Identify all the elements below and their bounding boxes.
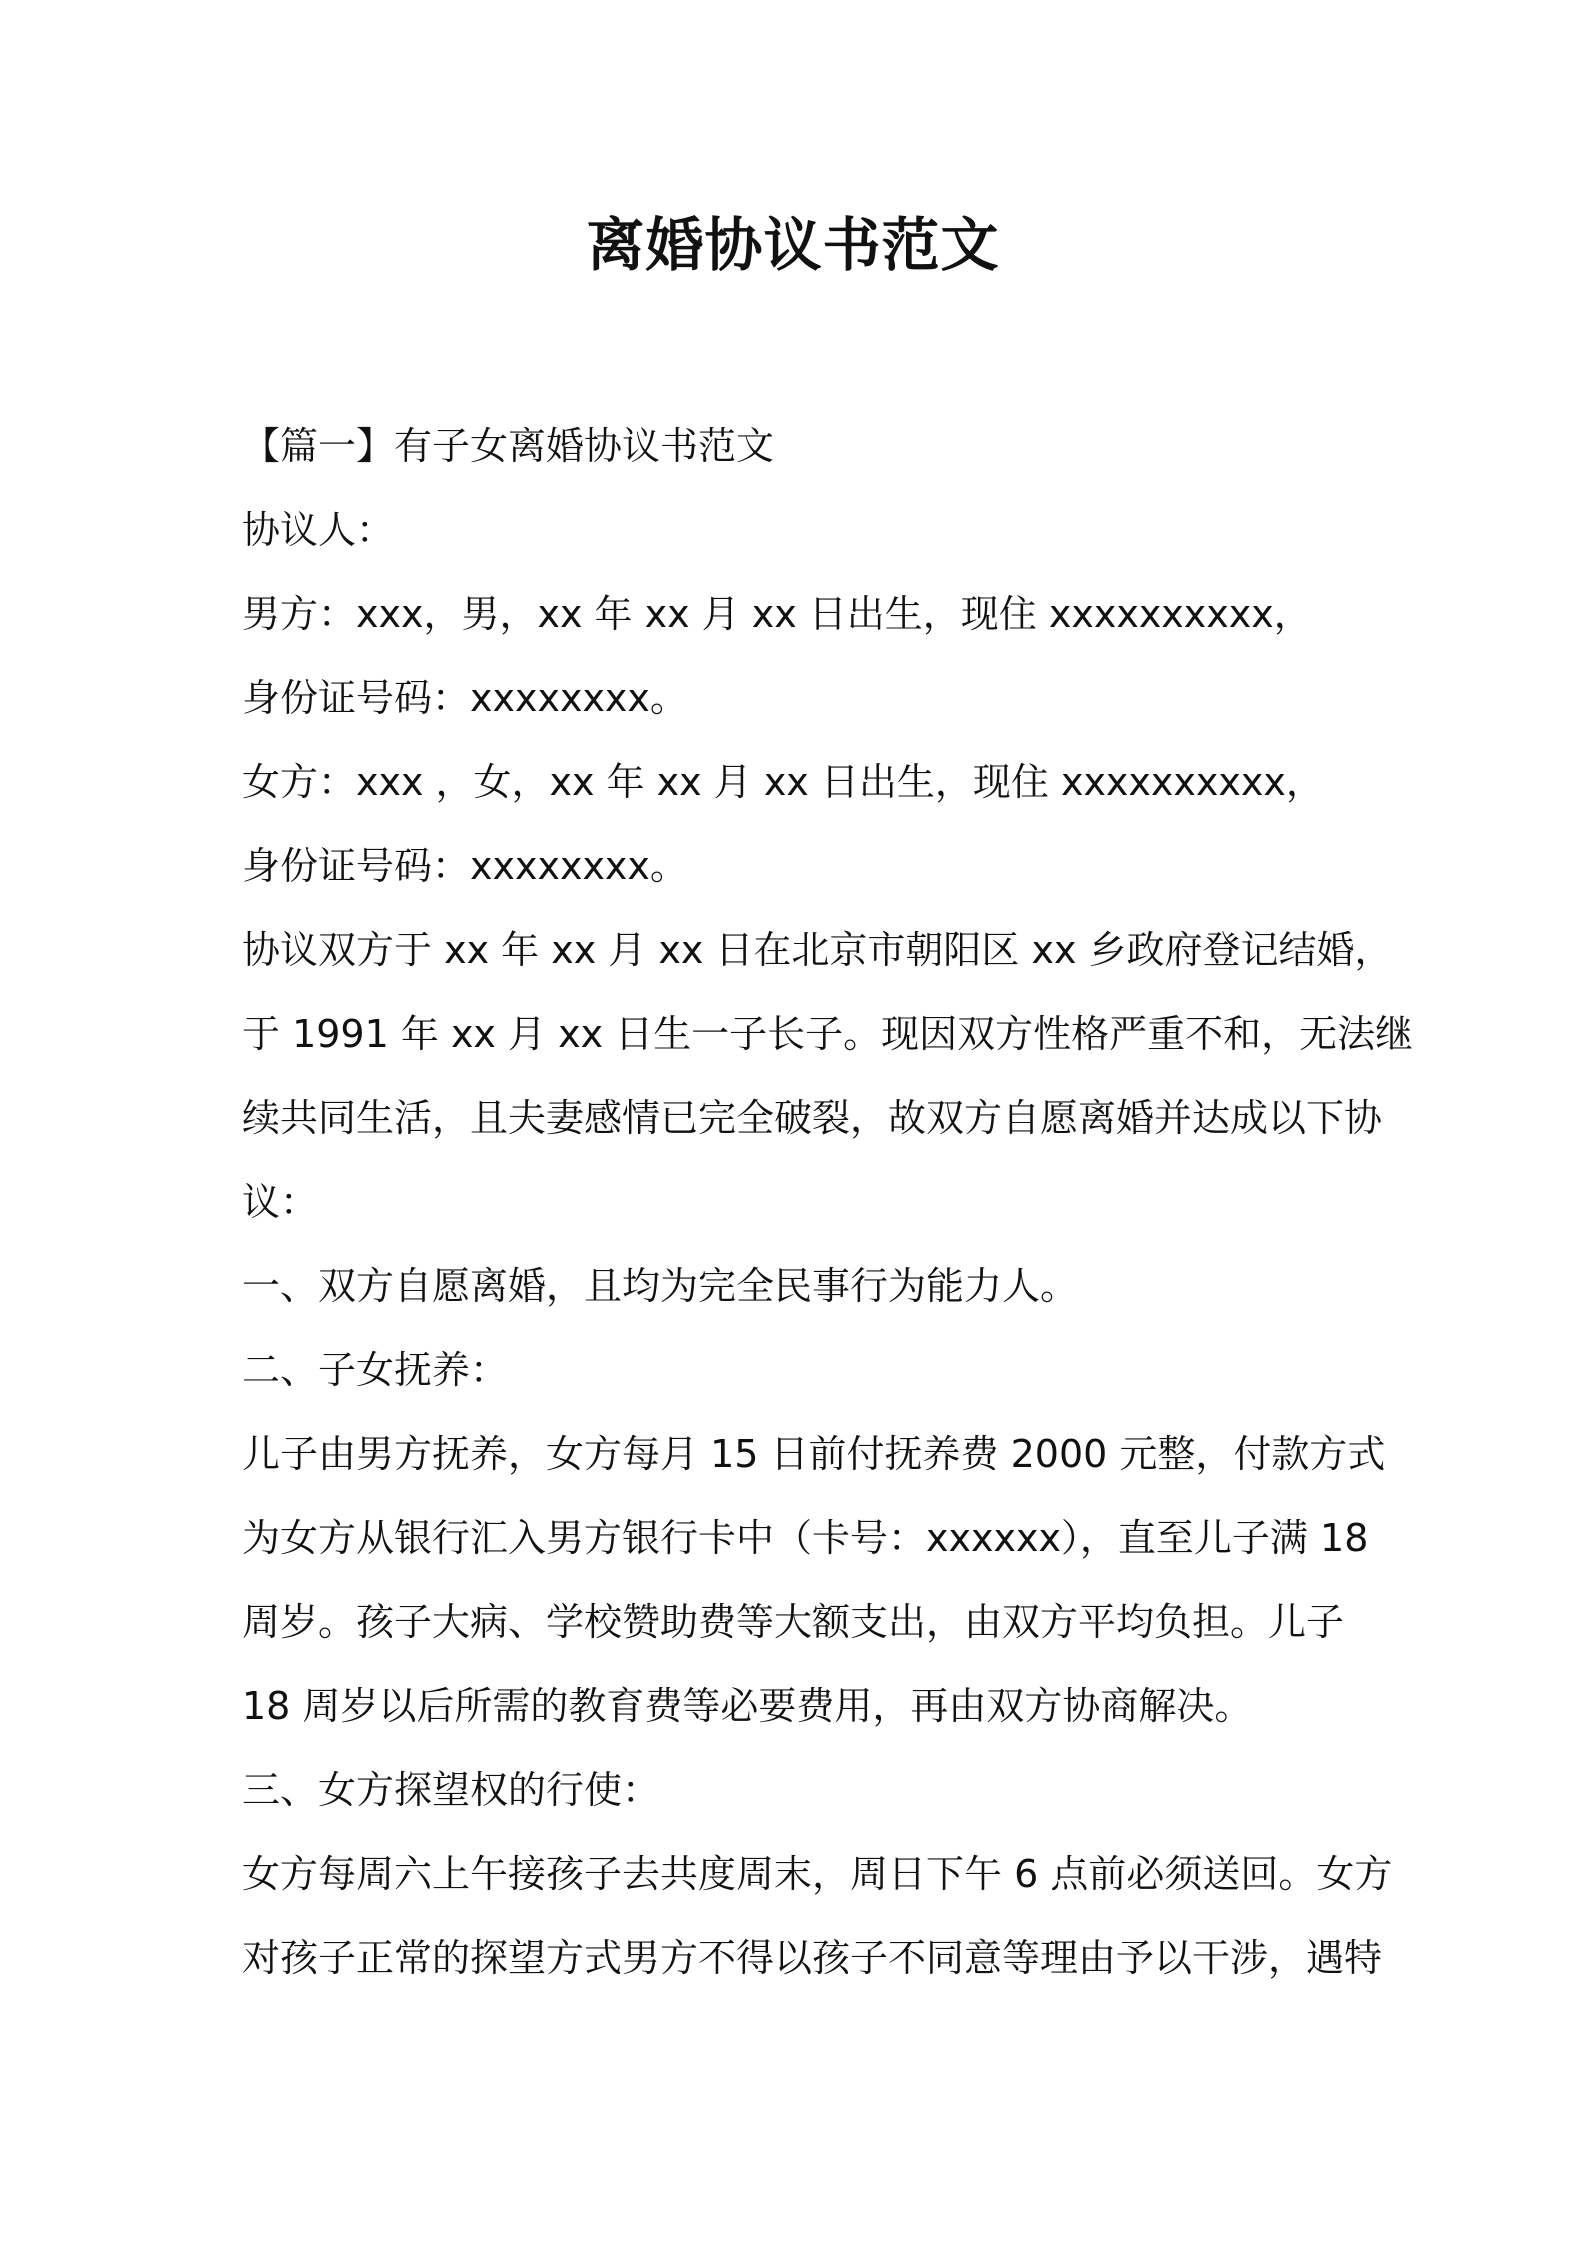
male-party-info: 男方：xxx，男，xx 年 xx 月 xx 日出生，现住 xxxxxxxxxx， <box>242 592 1312 636</box>
clause-two-heading: 二、子女抚养： <box>242 1348 509 1392</box>
agreement-intro-line: 续共同生活，且夫妻感情已完全破裂，故双方自愿离婚并达成以下协 <box>242 1096 1383 1140</box>
document-body <box>242 404 1414 2000</box>
clause-two-text: 周岁。孩子大病、学校赞助费等大额支出，由双方平均负担。儿子 <box>242 1600 1345 1644</box>
agreement-intro-line: 协议双方于 xx 年 xx 月 xx 日在北京市朝阳区 xx 乡政府登记结婚， <box>242 928 1393 972</box>
female-party-info: 女方：xxx ，女，xx 年 xx 月 xx 日出生，现住 xxxxxxxxxx， <box>242 760 1324 804</box>
clause-two-text: 为女方从银行汇入男方银行卡中（卡号：xxxxxx），直至儿子满 18 <box>242 1516 1369 1560</box>
parties-label: 协议人： <box>242 508 395 552</box>
clause-one: 一、双方自愿离婚，且均为完全民事行为能力人。 <box>242 1264 1079 1308</box>
clause-three-text: 女方每周六上午接孩子去共度周末，周日下午 6 点前必须送回。女方 <box>242 1852 1393 1896</box>
section-heading-part-one: 【篇一】有子女离婚协议书范文 <box>242 424 775 468</box>
agreement-intro-line: 于 1991 年 xx 月 xx 日生一子长子。现因双方性格严重不和，无法继 <box>242 1012 1414 1056</box>
female-party-id: 身份证号码：xxxxxxxx。 <box>242 844 688 888</box>
document-title: 离婚协议书范文 <box>586 211 1000 279</box>
clause-three-text: 对孩子正常的探望方式男方不得以孩子不同意等理由予以干涉，遇特 <box>242 1936 1383 1980</box>
clause-two-text: 18 周岁以后所需的教育费等必要费用，再由双方协商解决。 <box>242 1684 1253 1728</box>
agreement-intro-line: 议： <box>242 1180 319 1224</box>
clause-two-text: 儿子由男方抚养，女方每月 15 日前付抚养费 2000 元整，付款方式 <box>242 1432 1386 1476</box>
male-party-id: 身份证号码：xxxxxxxx。 <box>242 676 688 720</box>
clause-three-heading: 三、女方探望权的行使： <box>242 1768 661 1812</box>
